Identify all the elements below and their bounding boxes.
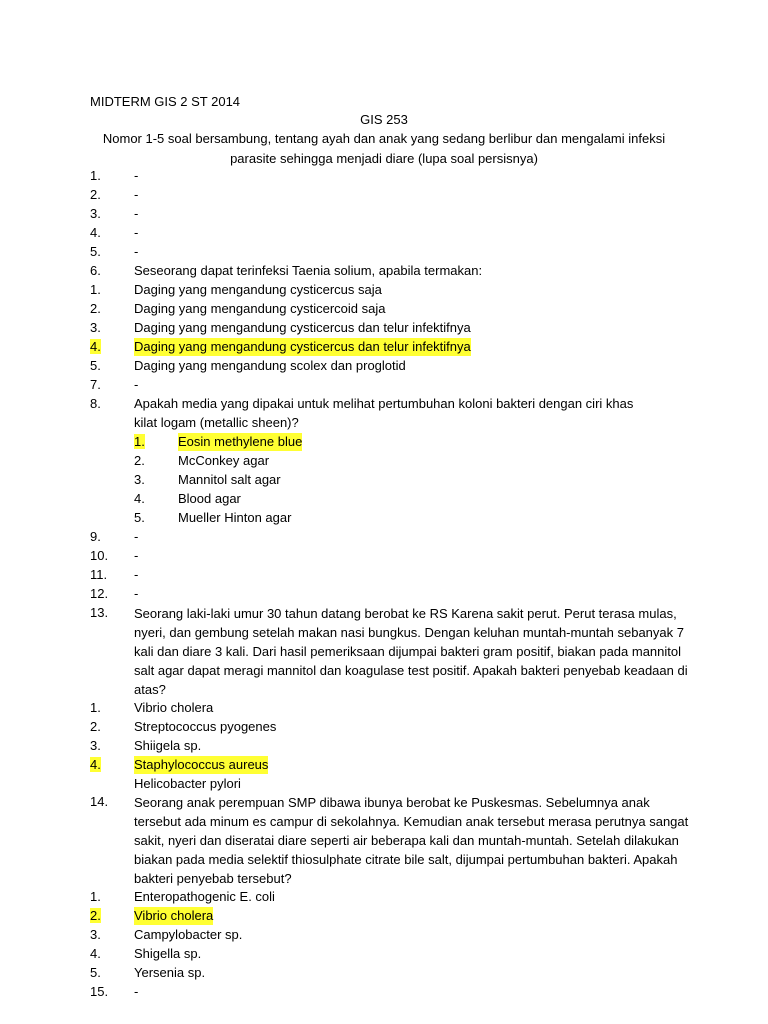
- option-text: Blood agar: [178, 491, 241, 506]
- question-number: 5.: [90, 244, 101, 259]
- option-text: Shigella sp.: [134, 946, 202, 961]
- question-number: 13.: [90, 605, 109, 620]
- option-number: 3.: [90, 320, 101, 335]
- intro-line-2: parasite sehingga menjadi diare (lupa soal persisnya): [230, 151, 538, 166]
- exam-code: GIS 253: [360, 112, 408, 127]
- document-title: MIDTERM GIS 2 ST 2014: [90, 94, 241, 109]
- option-number: 1.: [90, 282, 101, 297]
- question-text: -: [134, 548, 139, 563]
- question-number: 12.: [90, 586, 109, 601]
- option-text: Shiigela sp.: [134, 738, 202, 753]
- option-number: 2.: [90, 908, 101, 923]
- option-text: Daging yang mengandung cysticercus dan telur infektifnya: [134, 339, 471, 354]
- option-number: 3.: [134, 472, 145, 487]
- option-text: Enteropathogenic E. coli: [134, 889, 275, 904]
- question-text: -: [134, 377, 139, 392]
- question-14-text: Seorang anak perempuan SMP dibawa ibunya berobat ke Puskesmas. Sebelumnya anak tersebut ada minum es campur di sekolahnya. Kemudian anak tersebut merasa perutnya sangat sakit, nyeri dan diseratai diare seperti air beberapa kali dan muntah-muntah. Setelah dilakukan biakan pada media selektif thiosulphate citrate bile salt, dijumpai pertumbuhan bakteri. Apakah bakteri penyebab tersebut?: [134, 795, 689, 886]
- option-text: Daging yang mengandung cysticercus saja: [134, 282, 382, 297]
- option-text: Mueller Hinton agar: [178, 510, 292, 525]
- option-number: 1.: [134, 434, 145, 449]
- option-text: Streptococcus pyogenes: [134, 719, 277, 734]
- question-text: -: [134, 187, 139, 202]
- option-number: 5.: [134, 510, 145, 525]
- question-number: 8.: [90, 396, 101, 411]
- option-text: Daging yang mengandung cysticercus dan telur infektifnya: [134, 320, 471, 335]
- question-number: 10.: [90, 548, 109, 563]
- question-text: -: [134, 529, 139, 544]
- question-number: 15.: [90, 984, 109, 999]
- question-text: Apakah media yang dipakai untuk melihat pertumbuhan koloni bakteri dengan ciri khas: [134, 396, 634, 411]
- option-text: Vibrio cholera: [134, 908, 214, 923]
- question-text: -: [134, 168, 139, 183]
- option-number: 4.: [134, 491, 145, 506]
- question-text: Seseorang dapat terinfeksi Taenia solium, apabila termakan:: [134, 263, 483, 278]
- question-number: 2.: [90, 187, 101, 202]
- option-text: Daging yang mengandung scolex dan proglotid: [134, 358, 406, 373]
- question-number: 9.: [90, 529, 101, 544]
- option-text: Campylobacter sp.: [134, 927, 243, 942]
- option-number: 5.: [90, 965, 101, 980]
- option-text: Daging yang mengandung cysticercoid saja: [134, 301, 386, 316]
- question-number: 6.: [90, 263, 101, 278]
- option-number: 5.: [90, 358, 101, 373]
- option-number: 2.: [90, 719, 101, 734]
- question-13-text: Seorang laki-laki umur 30 tahun datang berobat ke RS Karena sakit perut. Perut terasa mulas, nyeri, dan gembung setelah makan nasi bungkus. Dengan keluhan muntah-muntah sebanyak 7 kali dan diare 3 kali. Dari hasil pemeriksaan dijumpai bakteri gram positif, biakan pada mannitol salt agar dapat meragi mannitol dan koagulase test positif. Apakah bakteri penyebab keadaan di atas?: [134, 606, 688, 697]
- option-number: 2.: [134, 453, 145, 468]
- option-number: 1.: [90, 889, 101, 904]
- question-number: 14.: [90, 794, 109, 809]
- question-number: 1.: [90, 168, 101, 183]
- option-number: 3.: [90, 738, 101, 753]
- option-text: Helicobacter pylori: [134, 776, 241, 791]
- option-text: Eosin methylene blue: [178, 434, 303, 449]
- option-number: 1.: [90, 700, 101, 715]
- option-number: 4.: [90, 946, 101, 961]
- question-number: 7.: [90, 377, 101, 392]
- question-number: 3.: [90, 206, 101, 221]
- option-text: Mannitol salt agar: [178, 472, 281, 487]
- question-number: 4.: [90, 225, 101, 240]
- question-text: kilat logam (metallic sheen)?: [134, 415, 299, 430]
- option-text: Vibrio cholera: [134, 700, 214, 715]
- intro-line-1: Nomor 1-5 soal bersambung, tentang ayah dan anak yang sedang berlibur dan mengalami infeksi: [102, 131, 666, 146]
- question-text: -: [134, 225, 139, 240]
- question-text: -: [134, 586, 139, 601]
- option-number: 4.: [90, 339, 101, 354]
- option-number: 3.: [90, 927, 101, 942]
- option-text: McConkey agar: [178, 453, 270, 468]
- option-text: Staphylococcus aureus: [134, 757, 269, 772]
- option-text: Yersenia sp.: [134, 965, 206, 980]
- question-text: -: [134, 244, 139, 259]
- option-number: 2.: [90, 301, 101, 316]
- question-text: -: [134, 567, 139, 582]
- question-text: -: [134, 984, 139, 999]
- option-number: 4.: [90, 757, 101, 772]
- question-text: -: [134, 206, 139, 221]
- question-number: 11.: [90, 567, 108, 582]
